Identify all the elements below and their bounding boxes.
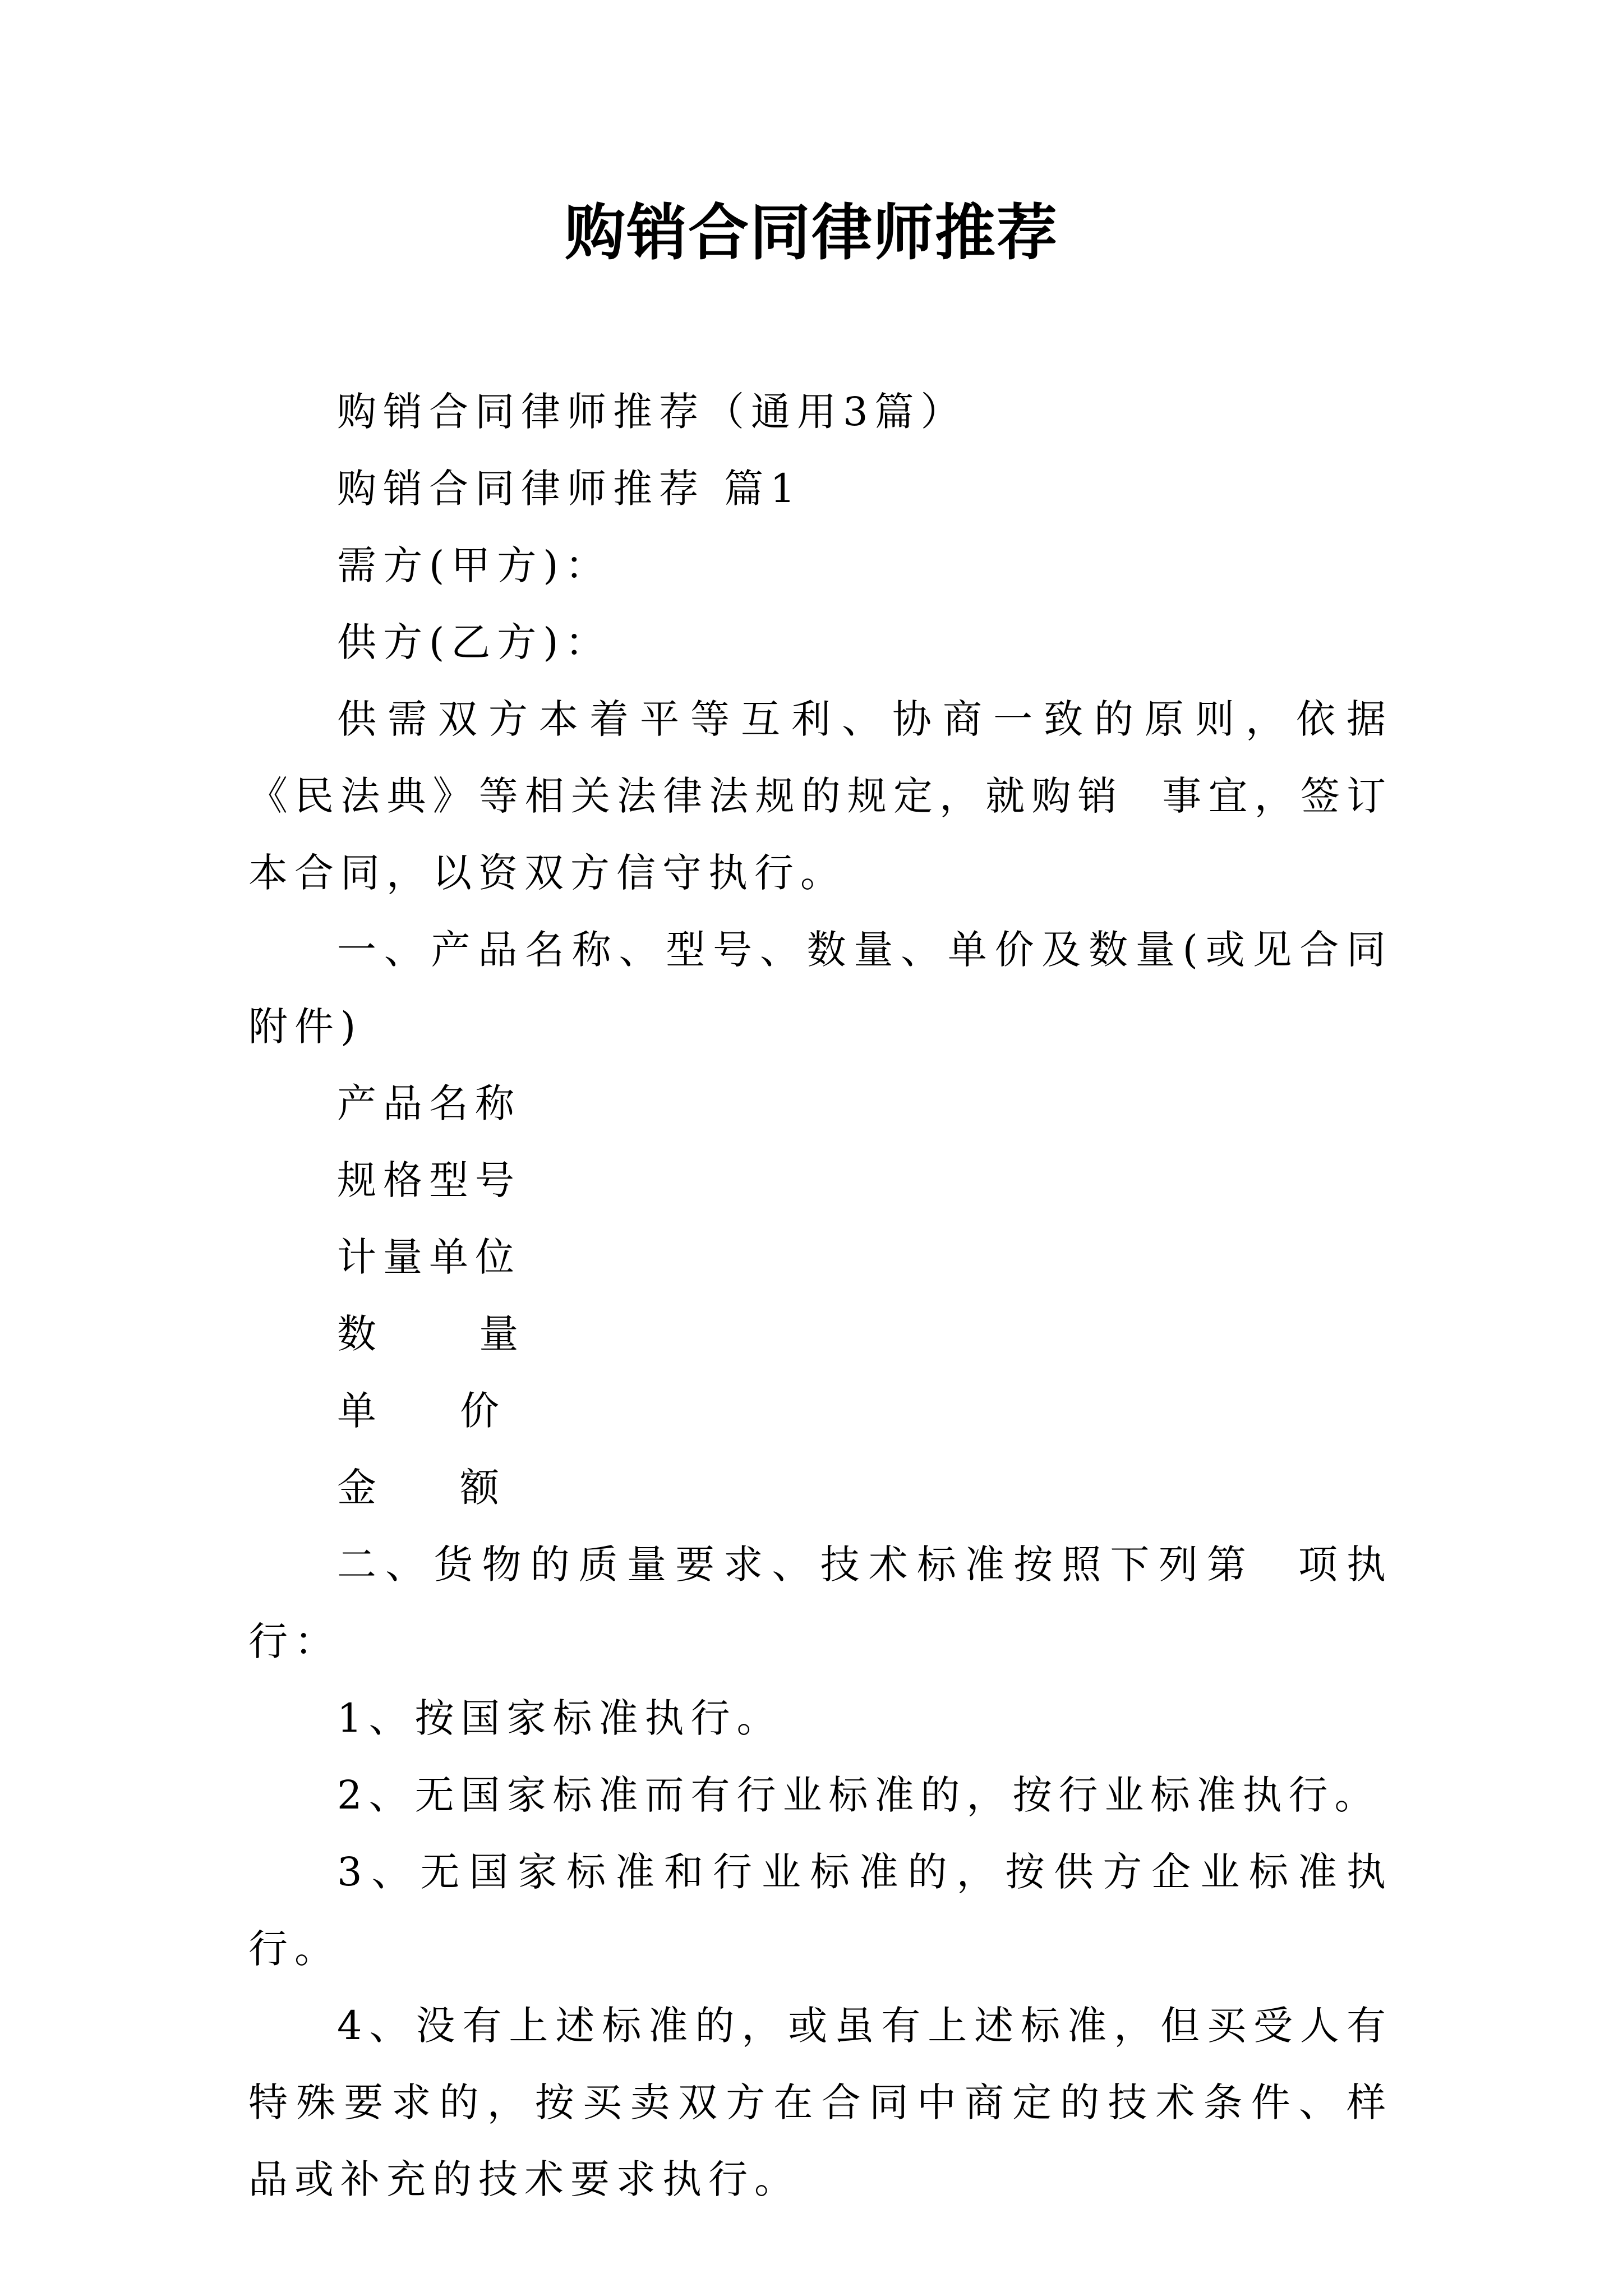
- document-body: [248, 374, 1393, 2218]
- clause-two-item-3: 3、无国家标准和行业标准的，按供方企业标准执行。: [248, 1849, 1393, 1972]
- preamble-paragraph: 供需双方本着平等互利、协商一致的原则，依据《民法典》等相关法律法规的规定，就购销 事宜，签订本合同，以资双方信守执行。: [248, 696, 1393, 896]
- field-amount: 金 额: [337, 1465, 506, 1511]
- field-quantity: 数 量: [337, 1311, 525, 1357]
- subtitle-line: 购销合同律师推荐（通用3篇）: [337, 389, 967, 435]
- clause-two-item-4: 4、没有上述标准的，或虽有上述标准，但买受人有特殊要求的，按买卖双方在合同中商定的技术条件、样品或补充的技术要求执行。: [248, 2003, 1393, 2202]
- field-spec-model: 规格型号: [337, 1157, 521, 1203]
- clause-two-item-2: 2、无国家标准而有行业标准的，按行业标准执行。: [337, 1772, 1381, 1818]
- page-title: 购销合同律师推荐: [564, 197, 1058, 268]
- field-unit-price: 单 价: [337, 1388, 506, 1434]
- field-product-name: 产品名称: [337, 1080, 521, 1126]
- clause-two-heading: 二、货物的质量要求、技术标准按照下列第 项执行：: [248, 1542, 1393, 1664]
- seller-line: 供方(乙方)：: [337, 619, 611, 665]
- section-heading: 购销合同律师推荐 篇1: [337, 466, 802, 512]
- clause-two-item-1: 1、按国家标准执行。: [337, 1695, 783, 1741]
- buyer-line: 需方(甲方)：: [337, 542, 611, 588]
- field-unit: 计量单位: [337, 1234, 521, 1280]
- clause-one-heading: 一、产品名称、型号、数量、单价及数量(或见合同附件): [248, 927, 1393, 1050]
